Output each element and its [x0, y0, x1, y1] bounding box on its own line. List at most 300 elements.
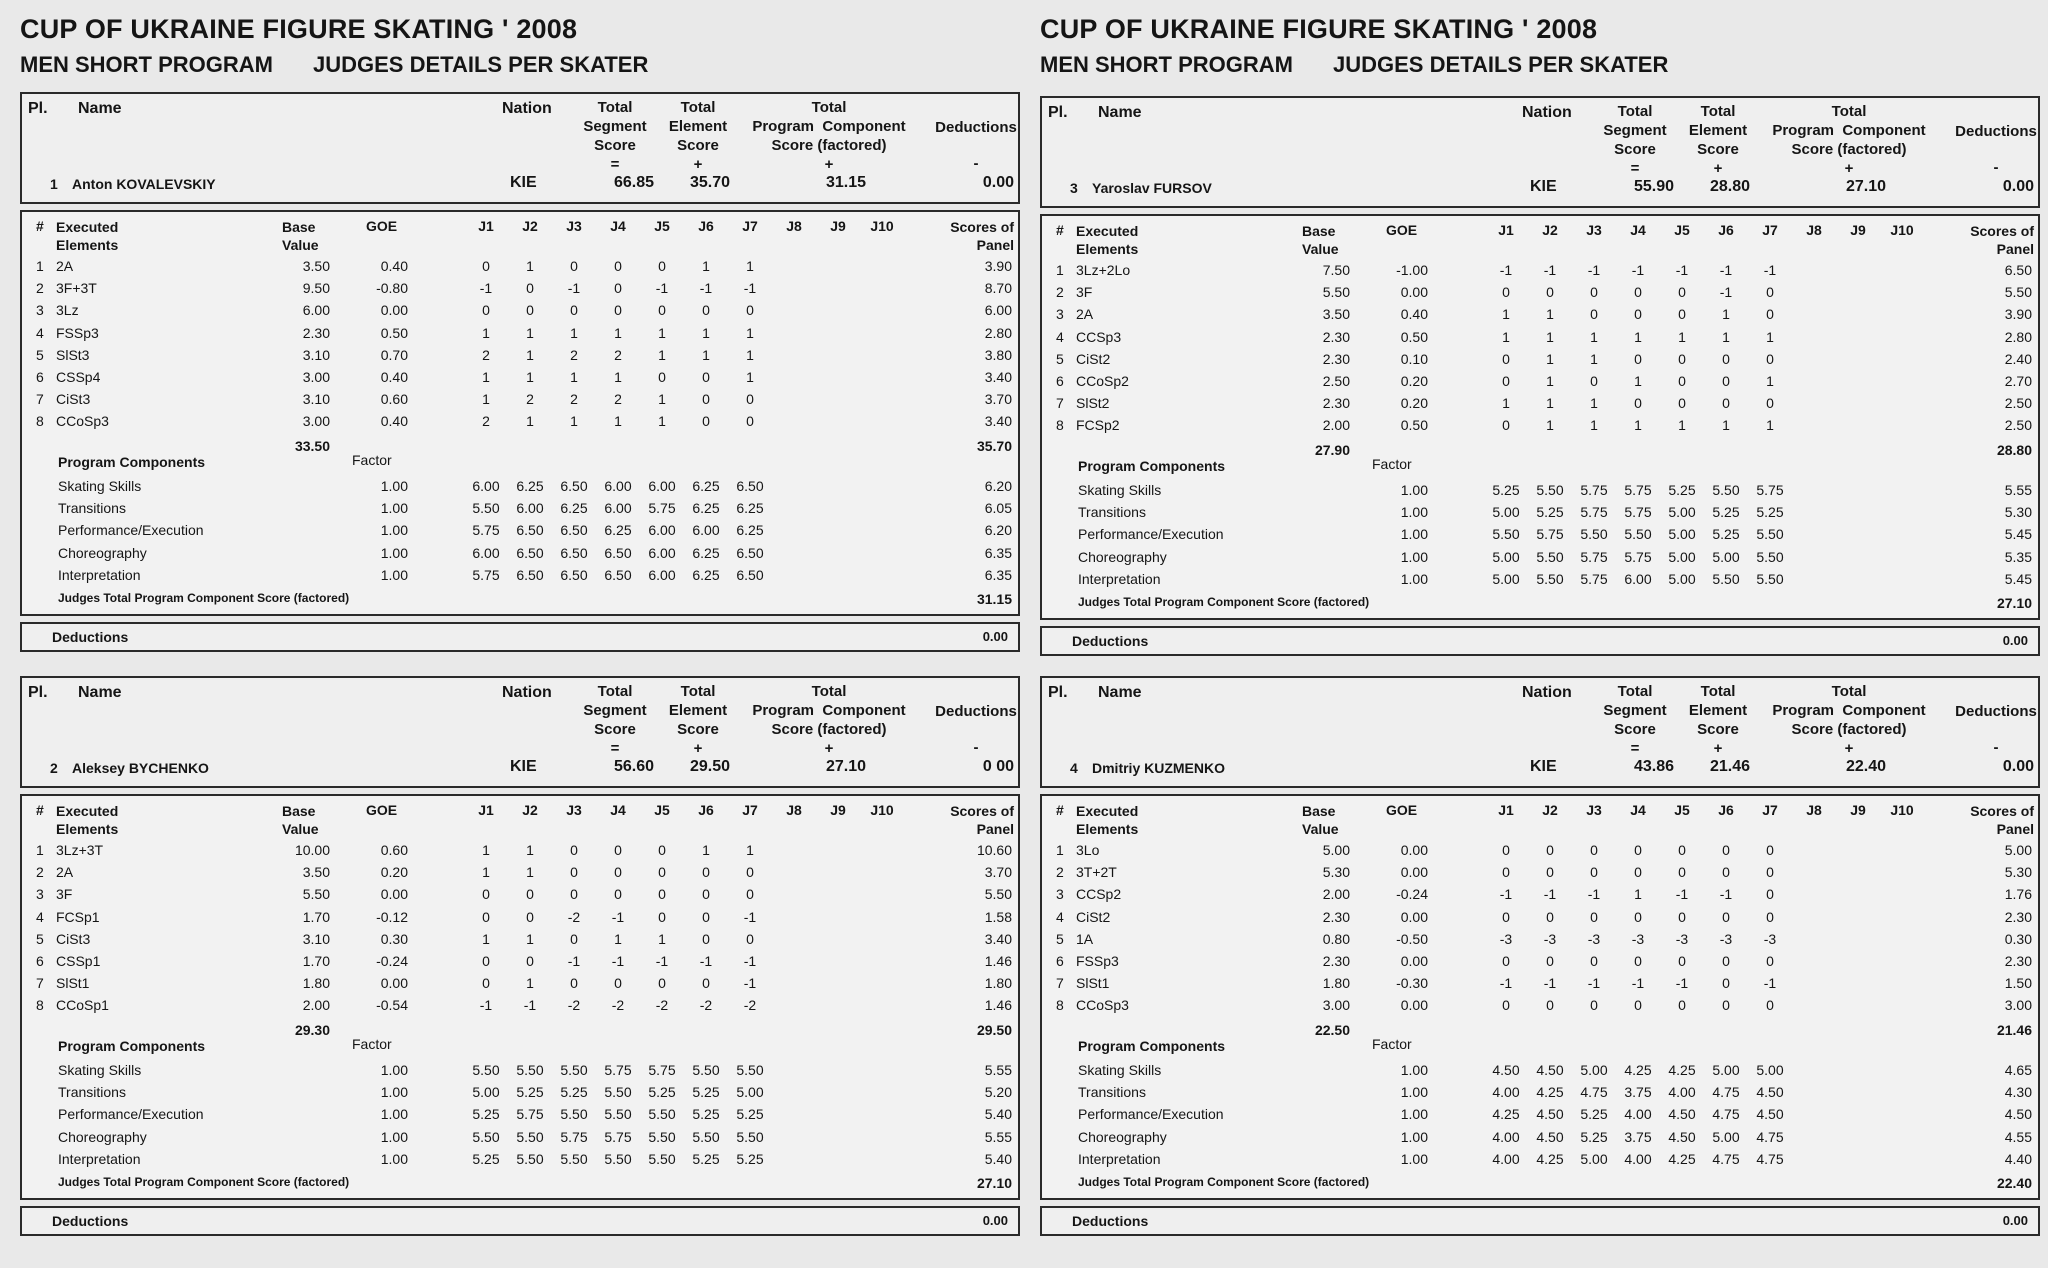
element-row	[1042, 395, 2038, 415]
judges-total-pcs-label: Judges Total Program Component Score (factored)	[58, 591, 350, 605]
element-panel-score: 2.40	[2004, 350, 2032, 367]
element-number: 8	[36, 413, 44, 430]
skater-header	[1040, 96, 2040, 208]
deductions-sign: -	[973, 739, 979, 756]
component-judge-j1: 5.50	[472, 1128, 500, 1145]
element-judge-j2: 0	[526, 302, 534, 319]
element-row	[22, 864, 1018, 884]
goe-header: GOE	[366, 802, 398, 818]
component-row	[22, 522, 1018, 542]
component-judge-j5: 5.50	[648, 1128, 676, 1145]
total-segment-header: Total Segment Score =	[583, 99, 647, 173]
element-judge-j4: 1	[614, 369, 622, 385]
element-judge-j3: 0	[1590, 306, 1598, 323]
results-sheet-left	[10, 0, 1020, 1268]
element-row	[1042, 909, 2038, 929]
element-judge-j1: 0	[1502, 373, 1510, 389]
element-code: CSSp4	[56, 369, 101, 385]
component-judge-j6: 5.25	[692, 1150, 720, 1167]
element-number: 3	[1056, 886, 1064, 903]
component-judge-j3: 6.50	[560, 566, 588, 583]
element-score: 28.80	[1709, 178, 1750, 195]
element-code: 3Lo	[1076, 842, 1100, 858]
judge-header-j4: J4	[1630, 222, 1646, 238]
element-judge-j1: 0	[1502, 417, 1510, 434]
component-panel-score: 5.40	[984, 1150, 1012, 1167]
report-name: JUDGES DETAILS PER SKATER	[1333, 52, 1669, 77]
element-base-value: 3.00	[1322, 997, 1350, 1014]
component-judge-j2: 6.25	[516, 478, 544, 494]
judge-header-j8: J8	[1806, 802, 1822, 818]
component-judge-j7: 4.50	[1756, 1084, 1784, 1101]
component-factor: 1.00	[1400, 1106, 1428, 1123]
judge-header-j5: J5	[1674, 802, 1690, 818]
element-number: 5	[36, 930, 44, 947]
total-element-header: Total Element Score +	[1688, 683, 1748, 757]
component-judge-j6: 5.00	[1712, 1062, 1740, 1078]
element-panel-score: 2.70	[2004, 373, 2032, 389]
component-judge-j4: 5.75	[604, 1062, 632, 1078]
component-judge-j3: 5.75	[1580, 504, 1608, 521]
element-code: CCoSp3	[1076, 997, 1129, 1014]
element-judge-j4: 0	[1634, 997, 1642, 1014]
element-goe: 0.70	[380, 346, 408, 363]
element-judge-j4: 0	[614, 975, 622, 992]
elements-total: 29.50	[976, 1021, 1012, 1038]
component-judge-j1: 6.00	[472, 478, 500, 494]
component-judge-j7: 5.50	[736, 1128, 764, 1145]
element-judge-j4: -1	[1631, 262, 1645, 278]
element-row	[1042, 262, 2038, 282]
element-judge-j1: 1	[482, 391, 490, 408]
element-goe: -1.00	[1396, 262, 1428, 278]
element-judge-j4: -1	[611, 953, 625, 969]
skater-name: Aleksey BYCHENKO	[72, 760, 209, 776]
element-panel-score: 2.30	[2004, 908, 2032, 925]
element-judge-j2: -1	[1543, 975, 1557, 992]
skater-block	[1040, 676, 2040, 1236]
element-judge-j7: 0	[746, 302, 754, 319]
element-code: 2A	[1076, 306, 1094, 323]
element-base-value: 3.50	[302, 258, 330, 274]
element-judge-j3: -1	[1587, 262, 1601, 278]
element-judge-j3: -1	[567, 280, 581, 297]
element-panel-score: 2.80	[984, 324, 1012, 341]
element-base-value: 0.80	[1322, 930, 1350, 947]
component-judge-j2: 5.25	[516, 1084, 544, 1101]
component-factor: 1.00	[1400, 526, 1428, 543]
element-judge-j3: 2	[570, 346, 578, 363]
component-row	[1042, 482, 2038, 502]
element-base-value: 2.50	[1322, 373, 1350, 389]
element-judge-j6: 0	[702, 864, 710, 881]
skater-name: Yaroslav FURSOV	[1092, 180, 1212, 196]
component-factor: 1.00	[1400, 570, 1428, 587]
component-judge-j7: 6.25	[736, 522, 764, 539]
element-base-value: 1.70	[302, 953, 330, 969]
judge-header-j9: J9	[1850, 802, 1866, 818]
component-judge-j2: 6.00	[516, 500, 544, 517]
element-judge-j3: 0	[570, 975, 578, 992]
judge-header-j6: J6	[698, 802, 714, 818]
element-judge-j4: -3	[1631, 930, 1645, 947]
element-row	[1042, 417, 2038, 437]
element-number: 7	[1056, 975, 1064, 992]
program-components-header: Program Components	[58, 1038, 206, 1054]
element-base-value: 3.50	[1322, 306, 1350, 323]
judge-header-j1: J1	[1498, 222, 1514, 238]
element-judge-j3: 0	[570, 842, 578, 858]
element-judge-j5: 0	[658, 864, 666, 881]
element-judge-j5: -3	[1675, 930, 1689, 947]
element-panel-score: 1.80	[984, 975, 1012, 992]
component-panel-score: 5.30	[2004, 504, 2032, 521]
pl-label: Pl.	[1048, 684, 1068, 701]
element-row	[1042, 997, 2038, 1017]
judge-header-j7: J7	[742, 218, 758, 234]
nation-value: KIE	[1530, 758, 1557, 775]
nation-label: Nation	[1522, 684, 1572, 701]
element-judge-j7: -1	[1763, 262, 1777, 278]
element-panel-score: 1.76	[2004, 886, 2032, 903]
deductions-bar-label: Deductions	[52, 629, 129, 645]
component-name: Transitions	[1078, 1084, 1146, 1101]
component-judge-j4: 4.00	[1624, 1150, 1652, 1167]
deductions-bar	[20, 622, 1020, 652]
factor-header: Factor	[352, 1036, 392, 1052]
component-judge-j6: 6.00	[692, 522, 720, 539]
element-judge-j6: 1	[702, 346, 710, 363]
element-judge-j4: 0	[1634, 842, 1642, 858]
results-sheet-right	[1030, 0, 2040, 1268]
element-goe: -0.50	[1396, 930, 1428, 947]
component-judge-j2: 6.50	[516, 566, 544, 583]
element-judge-j7: 0	[1766, 395, 1774, 412]
element-judge-j2: 1	[1546, 306, 1554, 323]
component-judge-j2: 4.50	[1536, 1128, 1564, 1145]
component-judge-j5: 5.25	[1668, 482, 1696, 498]
component-panel-score: 4.30	[2004, 1084, 2032, 1101]
element-code: SlSt1	[56, 975, 90, 992]
segment-score: 56.60	[613, 758, 654, 775]
element-judge-j5: 0	[1678, 306, 1686, 323]
element-number: 7	[36, 975, 44, 992]
component-name: Interpretation	[1078, 1150, 1161, 1167]
factor-header: Factor	[1372, 1036, 1412, 1052]
component-judge-j6: 5.25	[1712, 526, 1740, 543]
element-judge-j2: -1	[1543, 886, 1557, 903]
element-judge-j5: 0	[1678, 864, 1686, 881]
element-code: FSSp3	[1076, 953, 1119, 969]
component-factor: 1.00	[380, 1106, 408, 1123]
component-judge-j5: 5.00	[1668, 526, 1696, 543]
base-value-total: 22.50	[1314, 1021, 1350, 1038]
component-panel-score: 5.55	[2004, 482, 2032, 498]
component-factor: 1.00	[380, 522, 408, 539]
element-row	[1042, 284, 2038, 304]
element-code: 3F	[1076, 284, 1093, 301]
element-judge-j4: 0	[614, 302, 622, 319]
element-judge-j1: -3	[1499, 930, 1513, 947]
element-row	[1042, 842, 2038, 862]
element-base-value: 2.30	[1322, 908, 1350, 925]
element-judge-j2: 0	[526, 908, 534, 925]
component-row	[22, 478, 1018, 498]
component-factor: 1.00	[380, 1128, 408, 1145]
component-judge-j3: 5.50	[560, 1062, 588, 1078]
judge-header-j8: J8	[786, 218, 802, 234]
program-components-header: Program Components	[1078, 458, 1226, 474]
total-pcs-header: Total Program Component Score (factored) +	[752, 683, 906, 757]
pcs-score: 27.10	[825, 758, 866, 775]
component-row	[22, 1106, 1018, 1126]
deductions-bar-value: 0.00	[982, 1213, 1008, 1228]
element-judge-j7: -1	[743, 280, 757, 297]
element-judge-j5: 0	[1678, 997, 1686, 1014]
component-judge-j5: 5.50	[648, 1150, 676, 1167]
component-judge-j5: 4.50	[1668, 1106, 1696, 1123]
component-judge-j3: 6.50	[560, 522, 588, 539]
element-judge-j2: 0	[526, 953, 534, 969]
component-name: Interpretation	[58, 566, 141, 583]
element-code: 3F	[56, 886, 73, 903]
component-panel-score: 6.20	[984, 522, 1012, 539]
element-judge-j5: 0	[1678, 908, 1686, 925]
component-name: Interpretation	[1078, 570, 1161, 587]
element-judge-j5: 1	[658, 391, 666, 408]
component-judge-j7: 4.75	[1756, 1128, 1784, 1145]
program-name: MEN SHORT PROGRAM	[1040, 52, 1293, 77]
element-judge-j7: 0	[1766, 350, 1774, 367]
component-row	[22, 545, 1018, 565]
element-panel-score: 3.70	[984, 864, 1012, 881]
component-row	[22, 1084, 1018, 1104]
component-row	[1042, 1106, 2038, 1126]
deductions-bar-label: Deductions	[1072, 633, 1149, 649]
program-components-header: Program Components	[1078, 1038, 1226, 1054]
element-goe: 0.50	[1400, 417, 1428, 434]
goe-header: GOE	[1386, 222, 1418, 238]
element-judge-j4: 1	[614, 930, 622, 947]
component-judge-j2: 4.50	[1536, 1106, 1564, 1123]
deductions-header: Deductions	[1955, 123, 2037, 140]
judge-header-j4: J4	[610, 218, 626, 234]
element-judge-j6: 0	[702, 975, 710, 992]
element-base-value: 2.30	[1322, 350, 1350, 367]
element-number: 1	[1056, 262, 1064, 278]
element-judge-j6: 1	[1722, 417, 1730, 434]
element-number: 6	[1056, 373, 1064, 389]
component-judge-j6: 5.50	[692, 1128, 720, 1145]
component-factor: 1.00	[380, 500, 408, 517]
element-row	[1042, 864, 2038, 884]
base-value-header: Base Value	[282, 219, 319, 253]
component-factor: 1.00	[380, 1084, 408, 1101]
deductions-sign: -	[1993, 739, 1999, 756]
element-code: CiSt2	[1076, 350, 1111, 367]
element-judge-j4: -1	[611, 908, 625, 925]
element-judge-j2: 0	[1546, 284, 1554, 301]
element-panel-score: 5.00	[2004, 842, 2032, 858]
judge-header-j9: J9	[830, 802, 846, 818]
element-judge-j1: 0	[1502, 953, 1510, 969]
element-judge-j2: 1	[1546, 350, 1554, 367]
segment-score: 66.85	[613, 174, 654, 191]
element-row	[1042, 975, 2038, 995]
element-row	[22, 931, 1018, 951]
skater-header	[20, 676, 1020, 788]
element-judge-j5: -1	[1675, 886, 1689, 903]
pcs-score: 27.10	[1845, 178, 1886, 195]
element-judge-j3: 0	[1590, 953, 1598, 969]
element-judge-j1: 0	[482, 302, 490, 319]
component-judge-j3: 5.50	[1580, 526, 1608, 543]
deductions-sign: -	[973, 155, 979, 172]
component-judge-j7: 5.25	[736, 1150, 764, 1167]
element-base-value: 7.50	[1322, 262, 1350, 278]
element-judge-j7: 0	[1766, 908, 1774, 925]
judge-header-j10: J10	[870, 802, 894, 818]
element-judge-j6: 1	[702, 324, 710, 341]
base-value-total: 33.50	[294, 437, 330, 454]
component-judge-j5: 4.00	[1668, 1084, 1696, 1101]
element-judge-j4: 0	[1634, 284, 1642, 301]
component-judge-j6: 6.25	[692, 478, 720, 494]
judge-header-j10: J10	[870, 218, 894, 234]
element-base-value: 3.10	[302, 346, 330, 363]
element-judge-j6: -1	[1719, 262, 1733, 278]
component-judge-j4: 5.50	[604, 1150, 632, 1167]
element-goe: -0.54	[376, 997, 408, 1014]
element-goe: 0.00	[1400, 842, 1428, 858]
component-name: Performance/Execution	[58, 522, 204, 539]
element-judge-j2: 0	[1546, 864, 1554, 881]
element-goe: -0.24	[376, 953, 408, 969]
element-code: FCSp2	[1076, 417, 1120, 434]
element-judge-j6: 0	[1722, 975, 1730, 992]
element-code: CCSp2	[1076, 886, 1122, 903]
element-base-value: 3.00	[302, 369, 330, 385]
component-judge-j1: 5.00	[1492, 548, 1520, 565]
element-code: CCoSp1	[56, 997, 109, 1014]
element-row	[1042, 931, 2038, 951]
judge-header-j4: J4	[1630, 802, 1646, 818]
total-element-header: Total Element Score +	[668, 683, 728, 757]
element-goe: 0.30	[380, 930, 408, 947]
element-judge-j1: -1	[479, 280, 493, 297]
component-judge-j2: 6.50	[516, 544, 544, 561]
element-code: CCoSp2	[1076, 373, 1129, 389]
report-name: JUDGES DETAILS PER SKATER	[313, 52, 649, 77]
element-judge-j2: 1	[526, 842, 534, 858]
element-panel-score: 5.30	[2004, 864, 2032, 881]
component-judge-j5: 6.00	[648, 522, 676, 539]
element-row	[22, 975, 1018, 995]
component-judge-j1: 6.00	[472, 544, 500, 561]
element-base-value: 2.30	[1322, 328, 1350, 345]
deductions-bar-value: 0.00	[2002, 1213, 2028, 1228]
deductions-bar	[20, 1206, 1020, 1236]
goe-header: GOE	[366, 218, 398, 234]
element-judge-j4: 1	[1634, 886, 1642, 903]
element-judge-j7: 0	[746, 864, 754, 881]
element-judge-j5: 0	[658, 842, 666, 858]
element-judge-j1: 2	[482, 346, 490, 363]
segment-subtitle	[1040, 52, 1668, 78]
element-judge-j3: 0	[1590, 373, 1598, 389]
element-judge-j6: -1	[1719, 886, 1733, 903]
element-judge-j4: 1	[1634, 417, 1642, 434]
element-judge-j1: 1	[1502, 395, 1510, 412]
element-goe: 0.50	[1400, 328, 1428, 345]
component-judge-j3: 5.50	[560, 1150, 588, 1167]
place-value: 1	[50, 176, 58, 192]
component-judge-j4: 5.50	[604, 1084, 632, 1101]
element-judge-j6: 0	[702, 908, 710, 925]
element-judge-j3: -1	[567, 953, 581, 969]
component-judge-j3: 5.25	[1580, 1106, 1608, 1123]
judge-header-j8: J8	[786, 802, 802, 818]
element-code: CCSp3	[1076, 328, 1122, 345]
component-judge-j6: 5.50	[1712, 482, 1740, 498]
component-judge-j3: 4.75	[1580, 1084, 1608, 1101]
element-panel-score: 2.80	[2004, 328, 2032, 345]
deductions-bar-label: Deductions	[1072, 1213, 1149, 1229]
element-judge-j2: 1	[526, 346, 534, 363]
component-panel-score: 6.05	[984, 500, 1012, 517]
component-judge-j3: 5.50	[560, 1106, 588, 1123]
element-panel-score: 3.80	[984, 346, 1012, 363]
element-panel-score: 3.70	[984, 391, 1012, 408]
skater-name: Anton KOVALEVSKIY	[72, 176, 216, 192]
element-judge-j4: 0	[1634, 350, 1642, 367]
component-factor: 1.00	[380, 1062, 408, 1078]
component-row	[22, 567, 1018, 587]
component-judge-j6: 5.25	[1712, 504, 1740, 521]
nation-value: KIE	[510, 758, 537, 775]
element-code: FSSp3	[56, 324, 99, 341]
element-judge-j2: 1	[526, 258, 534, 274]
element-base-value: 1.80	[302, 975, 330, 992]
element-judge-j3: 1	[1590, 328, 1598, 345]
component-judge-j1: 5.75	[472, 522, 500, 539]
component-judge-j3: 6.50	[560, 544, 588, 561]
element-judge-j6: 0	[1722, 953, 1730, 969]
element-panel-score: 0.30	[2004, 930, 2032, 947]
element-panel-score: 1.46	[984, 953, 1012, 969]
element-goe: -0.30	[1396, 975, 1428, 992]
component-judge-j7: 6.50	[736, 566, 764, 583]
element-code: 3T+2T	[1076, 864, 1117, 881]
component-panel-score: 4.50	[2004, 1106, 2032, 1123]
element-row	[22, 953, 1018, 973]
element-judge-j6: -1	[699, 953, 713, 969]
element-judge-j7: 0	[746, 886, 754, 903]
element-judge-j5: 0	[658, 975, 666, 992]
judge-header-j9: J9	[830, 218, 846, 234]
component-panel-score: 5.45	[2004, 526, 2032, 543]
judges-total-pcs-value: 22.40	[1996, 1175, 2032, 1191]
element-judge-j4: 2	[614, 346, 622, 363]
total-element-header: Total Element Score +	[668, 99, 728, 173]
component-name: Skating Skills	[58, 478, 142, 494]
element-goe: 0.60	[380, 391, 408, 408]
hash-header: #	[36, 802, 44, 818]
name-label: Name	[1098, 104, 1142, 121]
component-judge-j4: 6.50	[604, 566, 632, 583]
element-judge-j2: -1	[523, 997, 537, 1014]
element-goe: 0.20	[380, 864, 408, 881]
